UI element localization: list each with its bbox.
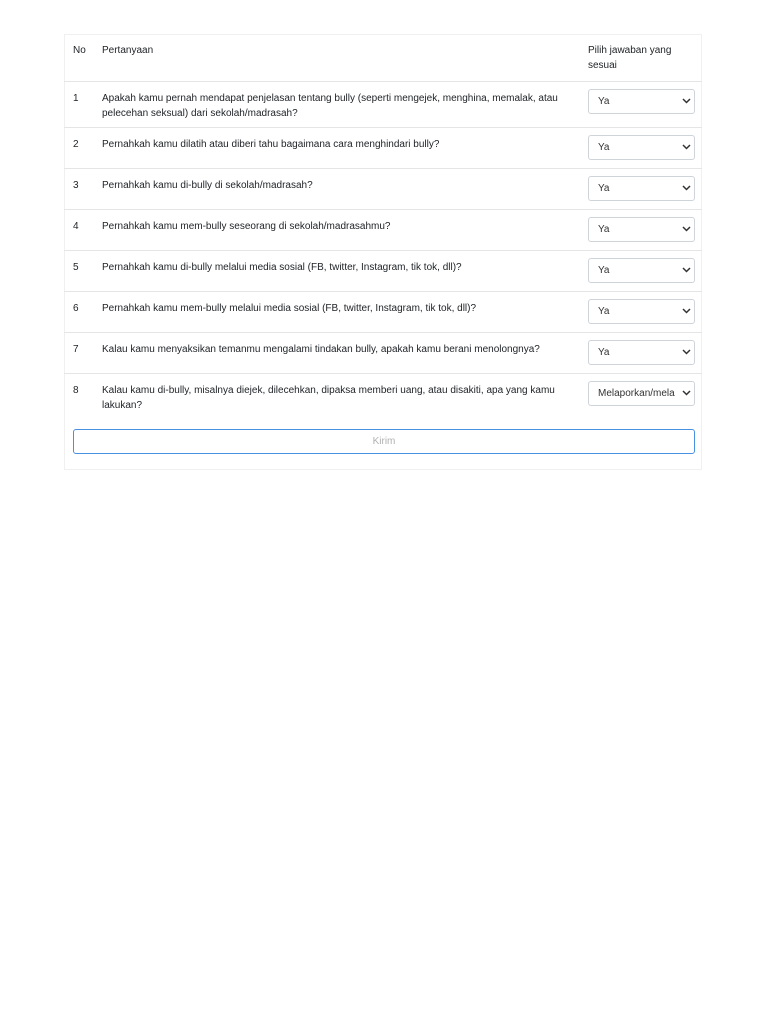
answer-select-4[interactable] — [588, 217, 695, 242]
row-number: 7 — [64, 332, 101, 373]
question-text: Pernahkah kamu dilatih atau diberi tahu bagaimana cara menghindari bully? — [101, 127, 587, 168]
header-no: No — [64, 34, 101, 81]
table-row — [64, 81, 702, 127]
answer-select-value: Ya — [598, 223, 610, 235]
answer-select-7[interactable] — [588, 340, 695, 365]
answer-select-value: Melaporkan/mela — [598, 387, 675, 399]
row-number: 5 — [64, 250, 101, 291]
header-question: Pertanyaan — [101, 34, 587, 81]
chevron-down-icon — [682, 349, 691, 355]
chevron-down-icon — [682, 390, 691, 396]
question-text: Kalau kamu menyaksikan temanmu mengalami tindakan bully, apakah kamu berani menolongnya? — [101, 332, 587, 373]
table-header-row — [64, 34, 702, 81]
question-text: Apakah kamu pernah mendapat penjelasan tentang bully (seperti mengejek, menghina, memalak, atau pelecehan seksual) dari sekolah/madrasah? — [101, 81, 587, 127]
table-row — [64, 250, 702, 291]
answer-select-value: Ya — [598, 264, 610, 276]
answer-select-2[interactable] — [588, 135, 695, 160]
row-number: 6 — [64, 291, 101, 332]
row-number: 3 — [64, 168, 101, 209]
chevron-down-icon — [682, 185, 691, 191]
header-answer: Pilih jawaban yang sesuai — [587, 34, 702, 81]
table-row — [64, 291, 702, 332]
table-row — [64, 168, 702, 209]
survey-table — [64, 34, 702, 419]
question-text: Kalau kamu di-bully, misalnya diejek, dilecehkan, dipaksa memberi uang, atau disakiti, apa yang kamu lakukan? — [101, 373, 587, 419]
answer-select-5[interactable] — [588, 258, 695, 283]
survey-card — [64, 34, 702, 470]
row-number: 4 — [64, 209, 101, 250]
submit-area — [73, 429, 695, 454]
answer-select-8[interactable] — [588, 381, 695, 406]
table-row — [64, 373, 702, 419]
answer-select-6[interactable] — [588, 299, 695, 324]
chevron-down-icon — [682, 226, 691, 232]
answer-select-value: Ya — [598, 305, 610, 317]
row-number: 8 — [64, 373, 101, 419]
table-row — [64, 332, 702, 373]
submit-button[interactable]: Kirim — [73, 429, 695, 454]
answer-select-value: Ya — [598, 95, 610, 107]
question-text: Pernahkah kamu mem-bully seseorang di sekolah/madrasahmu? — [101, 209, 587, 250]
chevron-down-icon — [682, 308, 691, 314]
question-text: Pernahkah kamu mem-bully melalui media sosial (FB, twitter, Instagram, tik tok, dll)? — [101, 291, 587, 332]
answer-select-value: Ya — [598, 141, 610, 153]
question-text: Pernahkah kamu di-bully di sekolah/madrasah? — [101, 168, 587, 209]
answer-select-3[interactable] — [588, 176, 695, 201]
table-row — [64, 127, 702, 168]
row-number: 1 — [64, 81, 101, 127]
row-number: 2 — [64, 127, 101, 168]
table-row — [64, 209, 702, 250]
chevron-down-icon — [682, 267, 691, 273]
answer-select-1[interactable] — [588, 89, 695, 114]
question-text: Pernahkah kamu di-bully melalui media sosial (FB, twitter, Instagram, tik tok, dll)? — [101, 250, 587, 291]
answer-select-value: Ya — [598, 346, 610, 358]
answer-select-value: Ya — [598, 182, 610, 194]
chevron-down-icon — [682, 98, 691, 104]
chevron-down-icon — [682, 144, 691, 150]
